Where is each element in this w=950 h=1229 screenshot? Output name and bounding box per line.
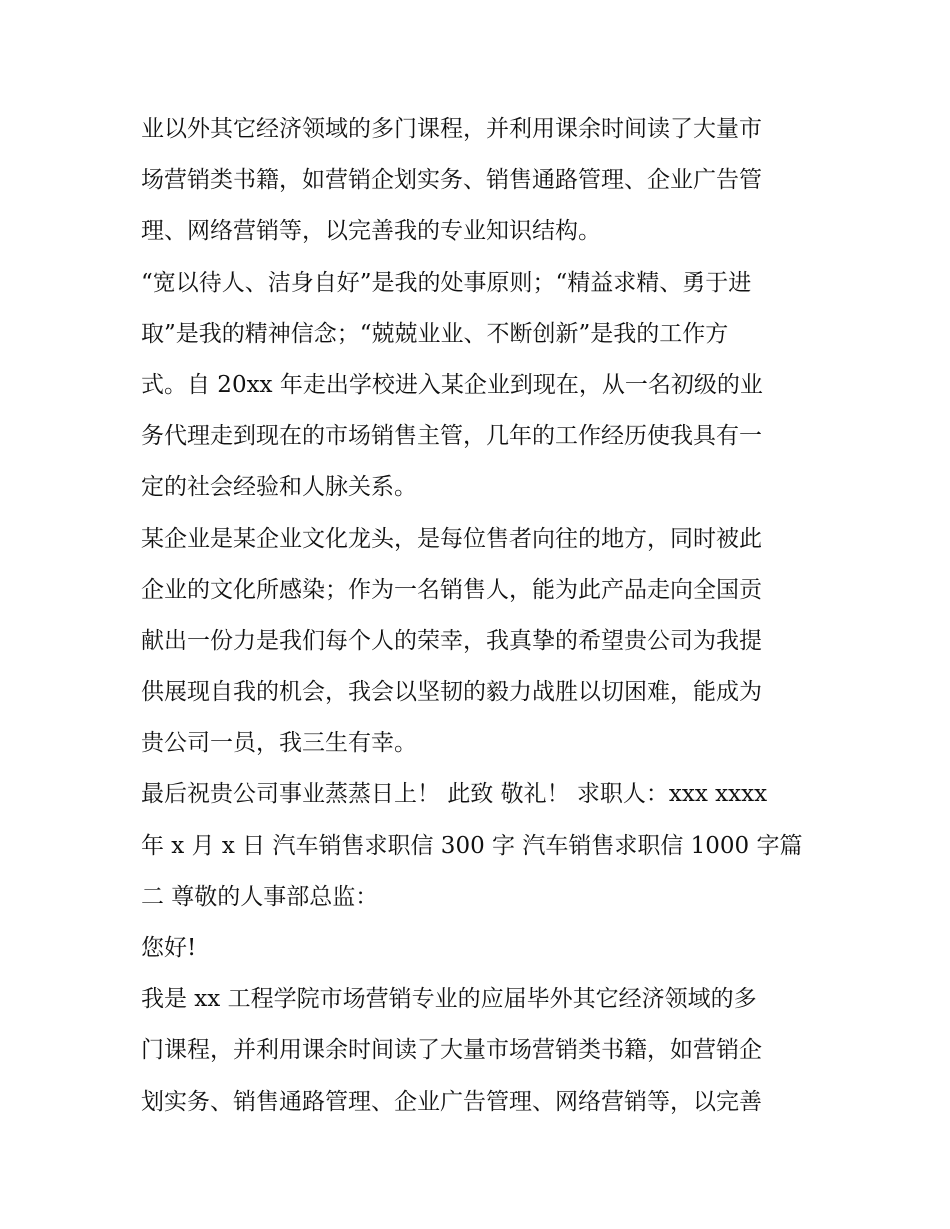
text-line-2: 场营销类书籍，如营销企划实务、销售通路管理、企业广告管 xyxy=(141,167,762,194)
text-line-10: 企业的文化所感染；作为一名销售人，能为此产品走向全国贡 xyxy=(141,576,762,603)
text-line-16: 二 尊敬的人事部总监： xyxy=(141,883,379,910)
document-body xyxy=(141,104,821,1128)
text-line-4: “宽以待人、洁身自好”是我的处事原则；“精益求精、勇于进 xyxy=(141,269,752,296)
text-line-9: 某企业是某企业文化龙头，是每位售者向往的地方，同时被此 xyxy=(141,525,762,552)
text-line-11: 献出一份力是我们每个人的荣幸，我真挚的希望贵公司为我提 xyxy=(141,627,762,654)
text-line-6: 式。自 20xx 年走出学校进入某企业到现在，从一名初级的业 xyxy=(141,371,763,398)
text-line-17: 您好! xyxy=(141,935,197,961)
text-line-18: 我是 xx 工程学院市场营销专业的应届毕外其它经济领域的多 xyxy=(141,986,757,1013)
text-line-20: 划实务、销售通路管理、企业广告管理、网络营销等，以完善 xyxy=(141,1088,762,1115)
text-line-19: 门课程，并利用课余时间读了大量市场营销类书籍，如营销企 xyxy=(141,1037,762,1064)
text-line-7: 务代理走到现在的市场销售主管，几年的工作经历使我具有一 xyxy=(141,423,762,450)
text-line-12: 供展现自我的机会，我会以坚韧的毅力战胜以切困难，能成为 xyxy=(141,679,762,706)
text-line-3: 理、网络营销等，以完善我的专业知识结构。 xyxy=(141,218,601,245)
text-line-13: 贵公司一员，我三生有幸。 xyxy=(141,730,417,757)
text-line-1: 业以外其它经济领域的多门课程，并利用课余时间读了大量市 xyxy=(141,116,762,142)
text-line-8: 定的社会经验和人脉关系。 xyxy=(141,474,417,501)
text-line-15: 年 x 月 x 日 汽车销售求职信 300 字 汽车销售求职信 1000 字篇 xyxy=(141,832,803,859)
text-line-5: 取”是我的精神信念；“兢兢业业、不断创新”是我的工作方 xyxy=(141,320,729,347)
text-line-14: 最后祝贵公司事业蒸蒸日上！ 此致 敬礼！ 求职人：xxx xxxx xyxy=(141,781,768,808)
